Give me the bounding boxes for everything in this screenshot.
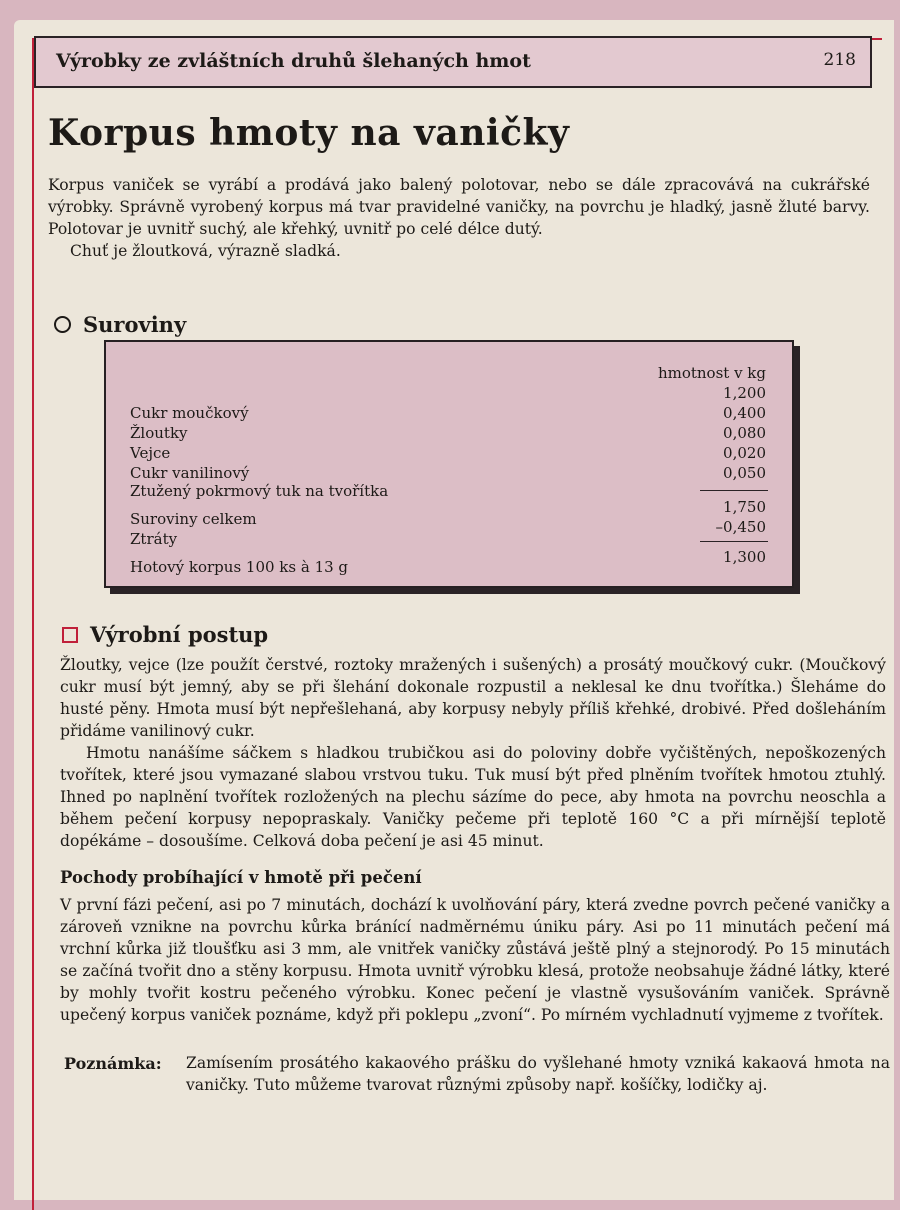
result-rule — [700, 541, 768, 542]
procedure-heading — [62, 622, 268, 647]
ingredient-name: Cukr moučkový — [130, 404, 249, 422]
procedure-paragraph-2: Hmotu nanášíme sáčkem s hladkou trubičkou asi do poloviny dobře vyčištěných, nepoškozených tvořítek, které jsou vymazané slabou vrstvou tuku. Tuk musí být před plněním tvořítek hmotou ztuhlý. Ihned po naplnění tvořítek rozložených na plechu sázíme do pece, aby hmota na povrchu neoschla a během pečení korpusy nepopraskaly. Vaničky pečeme při teplotě 160 °C a při mírnější teplotě dopékáme – dosoušíme. Celková doba pečení je asi 45 minut. — [60, 744, 886, 850]
subtotal-value: 1,750 — [723, 498, 766, 516]
note-label: Poznámka: — [64, 1054, 162, 1073]
loss-value: –0,450 — [715, 518, 766, 536]
chapter-header — [34, 36, 872, 88]
recipe-title: Korpus hmoty na vaničky — [48, 112, 570, 154]
table-row — [130, 404, 766, 424]
final-value: 1,300 — [723, 548, 766, 566]
ingredient-name: Ztužený pokrmový tuk na tvořítka — [130, 482, 389, 500]
ingredient-name: Žloutky — [130, 424, 188, 442]
table-row — [130, 444, 766, 464]
table-row — [130, 530, 766, 550]
square-bullet-icon — [62, 627, 78, 643]
ingredient-name: Cukr vanilinový — [130, 464, 250, 482]
intro-paragraph — [48, 174, 870, 262]
table-row — [130, 464, 766, 484]
sum-rule — [700, 490, 768, 491]
ingredient-value: 0,020 — [723, 444, 766, 462]
intro-text: Korpus vaniček se vyrábí a prodává jako balený polotovar, nebo se dále zpracovává na cukrářské výrobky. Správně vyrobený korpus má tvar pravidelné vaničky, na povrchu je hladký, jasně žluté barvy. Polotovar je uvnitř suchý, ale křehký, uvnitř po celé délce dutý. — [48, 176, 870, 238]
circle-bullet-icon — [54, 316, 71, 333]
procedure-paragraphs — [60, 654, 886, 852]
ingredient-value: 0,080 — [723, 424, 766, 442]
note-text: Zamísením prosátého kakaového prášku do vyšlehané hmoty vzniká kakaová hmota na vaničky. Tuto můžeme tvarovat různými způsoby např. košíčky, lodičky aj. — [186, 1054, 890, 1094]
total-label: Suroviny celkem — [130, 510, 257, 528]
procedure-paragraph-1: Žloutky, vejce (lze použít čerstvé, roztoky mražených i sušených) a prosátý moučkový cukr. (Moučkový cukr musí být jemný, aby se při šlehání dokonale rozpustil a neklesal ke dnu tvořítka.) Šleháme do husté pěny. Hmota musí být nepřešlehaná, aby korpusy nebyly příliš křehké, drobivé. Před došleháním přidáme vanilinový cukr. — [60, 656, 886, 740]
table-row — [130, 384, 766, 404]
table-row — [130, 558, 766, 578]
taste-text: Chuť je žloutková, výrazně sladká. — [70, 242, 341, 260]
ingredients-table — [104, 340, 794, 588]
loss-label: Ztráty — [130, 530, 178, 548]
chapter-title: Výrobky ze zvláštních druhů šlehaných hmot — [56, 50, 531, 72]
top-value: 1,200 — [723, 384, 766, 402]
ingredient-value: 0,050 — [723, 464, 766, 482]
phases-paragraph: V první fázi pečení, asi po 7 minutách, dochází k uvolňování páry, která zvedne povrch pečené vaničky a zároveň vznikne na povrchu kůrka bránící nadměrnému úniku páry. Asi po 11 minutách pečení má vrchní kůrka již tloušťku asi 3 mm, ale vnitřek vaničky zůstává ještě plný a stejnorodý. Po 15 minutách se začíná tvořit dno a stěny korpusu. Hmota uvnitř výrobku klesá, protože neobsahuje žádné látky, které by mohly tvořit kostru pečeného výrobku. Konec pečení je vlastně vysušováním vaniček. Správně upečený korpus vaniček poznáme, když při poklepu „zvoní“. Po mírném vychladnutí vyjmeme z tvořítek. — [60, 896, 890, 1024]
ingredients-heading — [54, 312, 186, 337]
page-number: 218 — [823, 50, 856, 70]
procedure-heading-label: Výrobní postup — [90, 622, 269, 647]
table-row — [130, 424, 766, 444]
ingredient-name: Vejce — [130, 444, 171, 462]
ingredient-value: 0,400 — [723, 404, 766, 422]
column-header-weight: hmotnost v kg — [657, 364, 766, 382]
final-label: Hotový korpus 100 ks à 13 g — [130, 558, 349, 576]
ingredients-heading-label: Suroviny — [83, 312, 187, 337]
phases-heading: Pochody probíhající v hmotě při pečení — [60, 868, 422, 887]
